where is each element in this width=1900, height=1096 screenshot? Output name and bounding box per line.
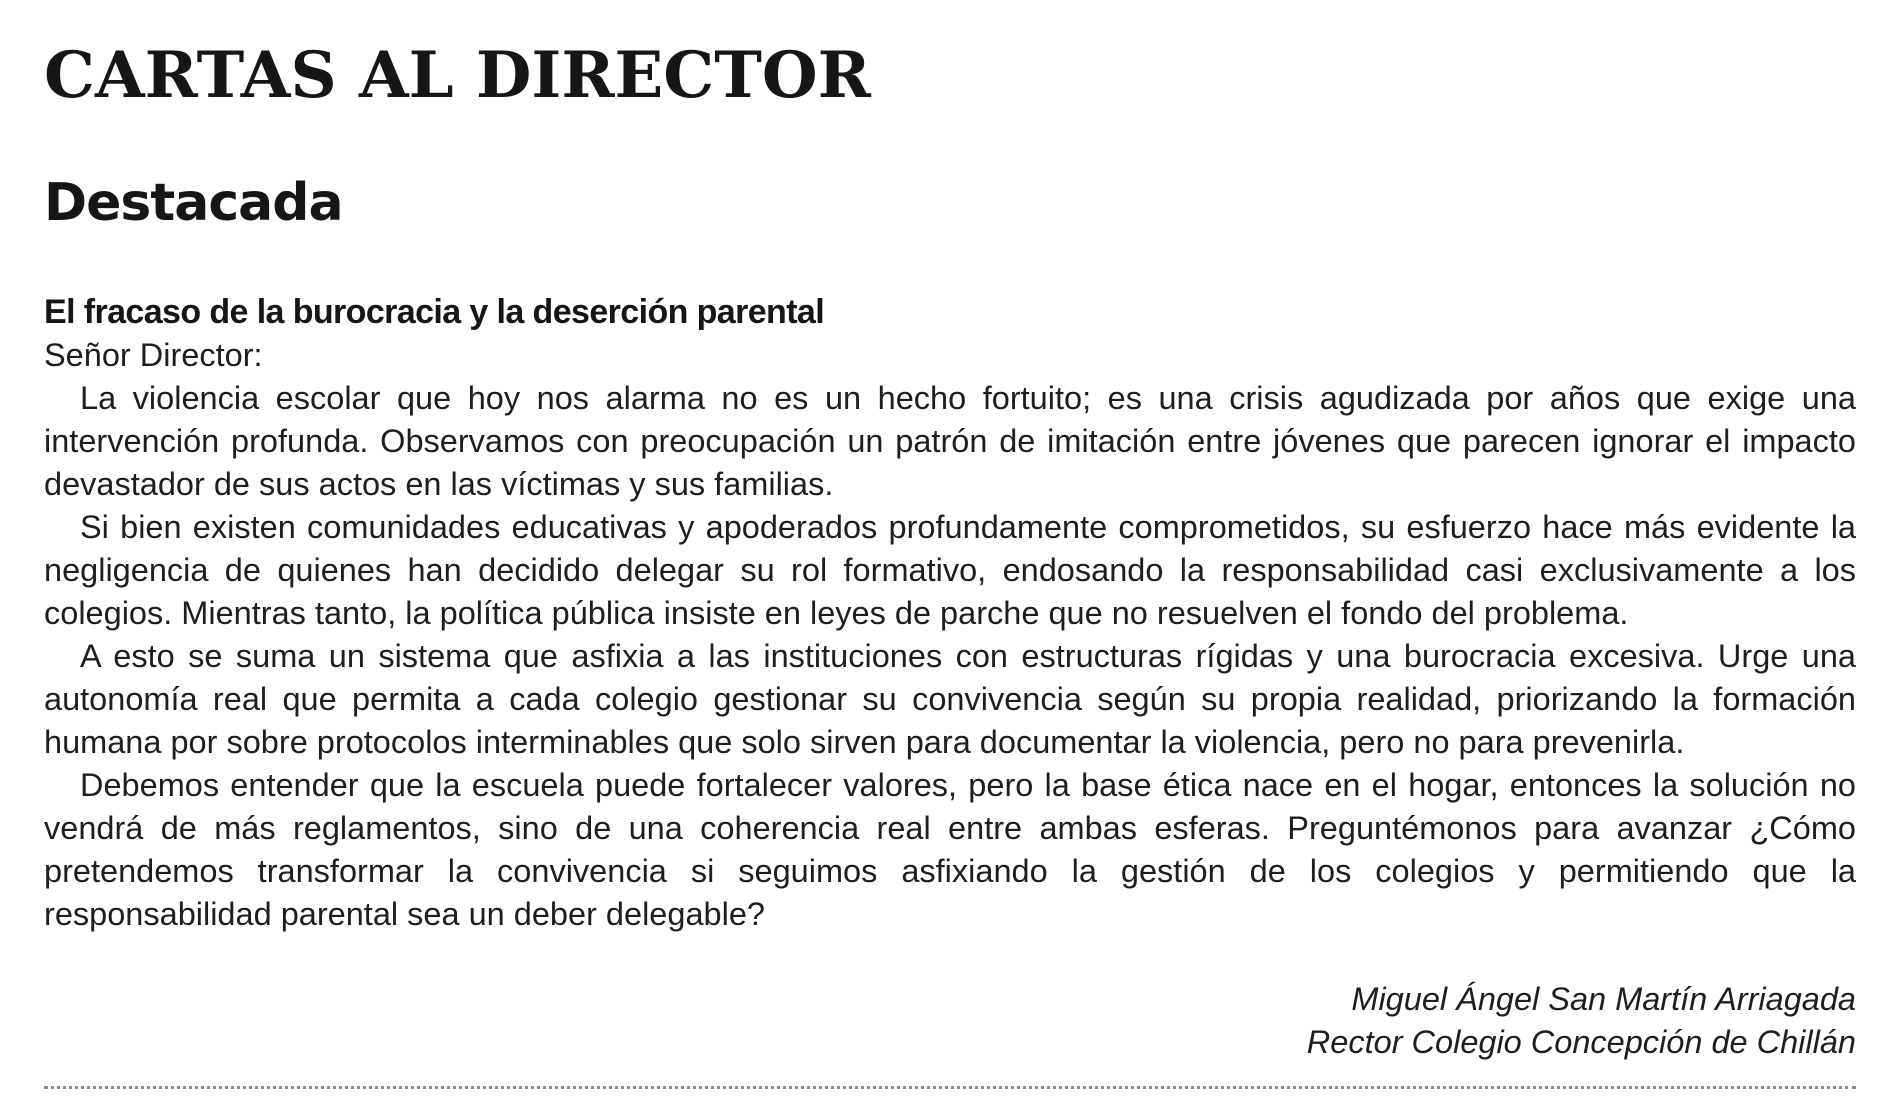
dotted-divider — [44, 1086, 1856, 1089]
letter-salutation: Señor Director: — [44, 337, 263, 373]
letter-signature — [1307, 978, 1856, 1064]
letter-title: El fracaso de la burocracia y la deserción parental — [44, 293, 825, 331]
subsection-title: Destacada — [44, 173, 343, 233]
letter-article — [44, 290, 1856, 936]
section-title: CARTAS AL DIRECTOR — [44, 38, 871, 113]
newspaper-page — [44, 0, 1856, 1096]
letter-paragraph-1: La violencia escolar que hoy nos alarma no es un hecho fortuito; es una crisis agudizada por años que exige una intervención profunda. Observamos con preocupación un patrón de imitación entre jóvenes que parecen ignorar el impacto devastador de sus actos en las víctimas y sus familias. — [44, 380, 1856, 502]
letter-paragraph-2: Si bien existen comunidades educativas y apoderados profundamente comprometidos, su esfuerzo hace más evidente la negligencia de quienes han decidido delegar su rol formativo, endosando la responsabilidad casi exclusivamente a los colegios. Mientras tanto, la política pública insiste en leyes de parche que no resuelven el fondo del problema. — [44, 509, 1856, 631]
letter-paragraph-4: Debemos entender que la escuela puede fortalecer valores, pero la base ética nace en el hogar, entonces la solución no vendrá de más reglamentos, sino de una coherencia real entre ambas esferas. Preguntémonos para avanzar ¿Cómo pretendemos transformar la convivencia si seguimos asfixiando la gestión de los colegios y permitiendo que la responsabilidad parental sea un deber delegable? — [44, 767, 1856, 932]
signature-name: Miguel Ángel San Martín Arriagada — [1351, 981, 1856, 1017]
letter-paragraph-3: A esto se suma un sistema que asfixia a las instituciones con estructuras rígidas y una burocracia excesiva. Urge una autonomía real que permita a cada colegio gestionar su convivencia según su propia realidad, priorizando la formación humana por sobre protocolos interminables que solo sirven para documentar la violencia, pero no para prevenirla. — [44, 638, 1856, 760]
signature-role: Rector Colegio Concepción de Chillán — [1306, 1024, 1856, 1060]
